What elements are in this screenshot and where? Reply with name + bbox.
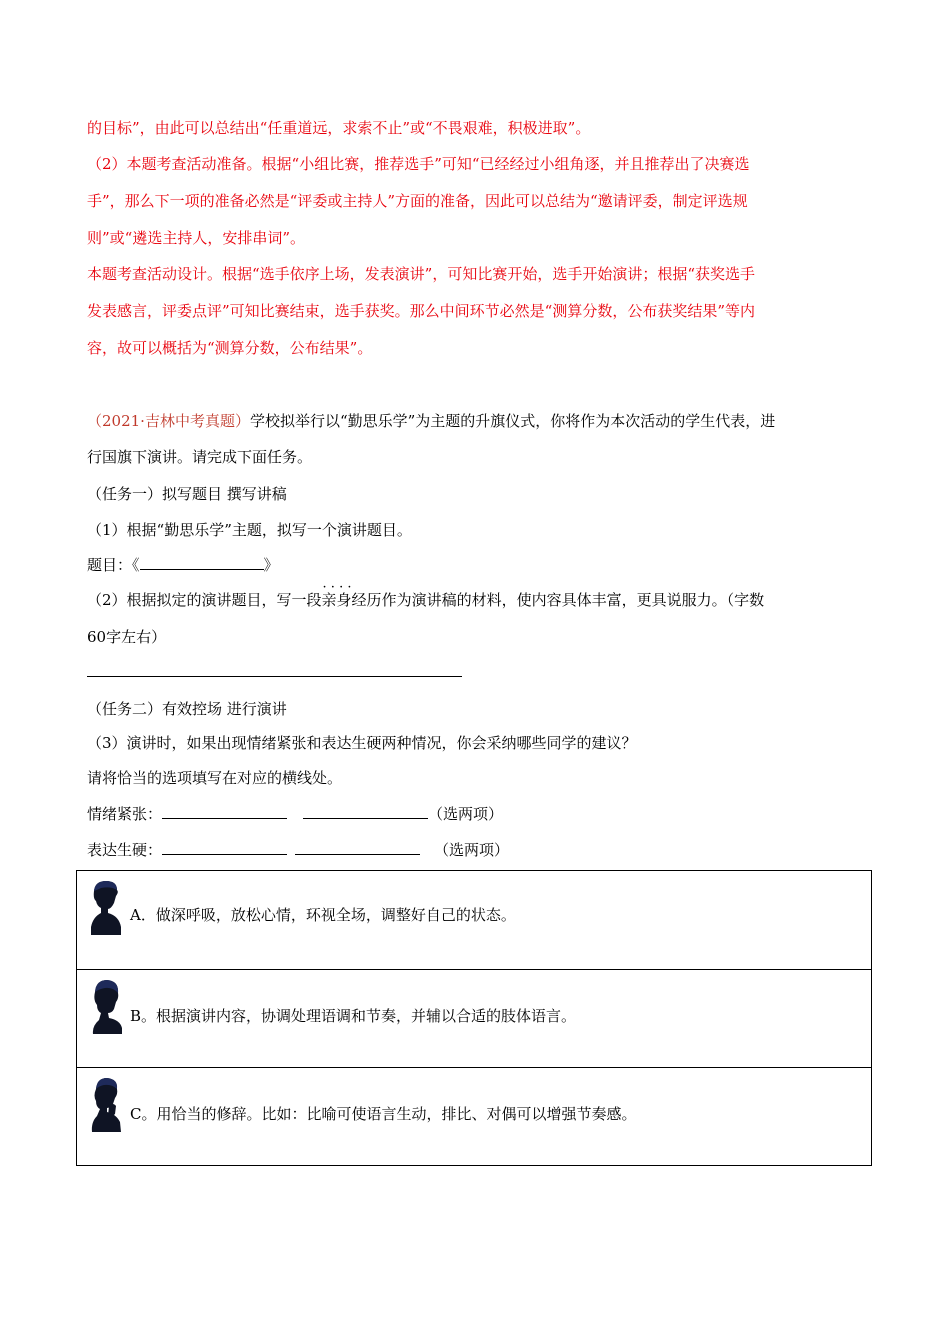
options-table: [76, 870, 872, 1166]
title-close: 》: [263, 556, 279, 574]
answer-line-5: 本题考查活动设计。根据“选手依序上场，发表演讲”，可知比赛开始，选手开始演讲；根据“获奖选手: [87, 265, 756, 283]
answer-line-7: 容，故可以概括为“测算分数，公布结果”。: [87, 339, 373, 357]
question-intro-line-1: [87, 411, 863, 431]
question-intro-line-2: 行国旗下演讲。请完成下面任务。: [87, 448, 313, 466]
answer-line-6: 发表感言，评委点评”可知比赛结束，选手获奖。那么中间环节必然是“测算分数，公布获奖结果”等内: [87, 302, 756, 320]
nervous-label: 情绪紧张：: [87, 805, 163, 823]
option-row-c: [77, 1067, 871, 1165]
task2-title: （任务二）有效控场 进行演讲: [87, 700, 287, 718]
title-answer-row: [87, 554, 863, 575]
title-label: 题目：《: [87, 556, 140, 574]
question-2-after: 作为演讲稿的材料，使内容具体丰富，更具说服力。（字数: [381, 591, 765, 609]
question-2-emphasis: · · · · 亲身经历: [322, 590, 382, 610]
question-2-line-2: 60字左右）: [87, 628, 167, 646]
stiff-blank-1[interactable]: [162, 839, 287, 855]
option-row-a: [77, 871, 871, 969]
option-c-text: C。用恰当的修辞。比如：比喻可使语言生动，排比、对偶可以增强节奏感。: [130, 1105, 637, 1123]
answer-line-4: 则”或“遴选主持人，安排串词”。: [87, 229, 306, 247]
question-2: [87, 590, 863, 610]
question-intro: 学校拟举行以“勤思乐学”为主题的升旗仪式，你将作为本次活动的学生代表，进: [249, 412, 776, 430]
nervous-row: [87, 803, 863, 824]
stiff-row: [87, 839, 863, 860]
nervous-blank-1[interactable]: [162, 803, 287, 819]
answer-line-1: 的目标”，由此可以总结出“任重道远，求索不止”或“不畏艰难，积极进取”。: [87, 119, 591, 137]
answer-line-2: （2）本题考查活动准备。根据“小组比赛，推荐选手”可知“已经经过小组角逐，并且推荐出了决赛选: [87, 155, 750, 173]
stiff-label: 表达生硬：: [87, 841, 163, 859]
title-blank[interactable]: [140, 554, 264, 570]
nervous-blank-2[interactable]: [303, 803, 428, 819]
silhouette-girl-icon: [89, 978, 123, 1034]
option-a-text: A．做深呼吸，放松心情，环视全场，调整好自己的状态。: [130, 906, 516, 924]
nervous-choose-two: （选两项）: [428, 805, 504, 823]
option-b-text: B。根据演讲内容，协调处理语调和节奏，并辅以合适的肢体语言。: [130, 1007, 577, 1025]
silhouette-boy-icon: [89, 879, 123, 935]
question-1: （1）根据“勤思乐学”主题，拟写一个演讲题目。: [87, 521, 412, 539]
stiff-choose-two: （选两项）: [434, 841, 510, 859]
question-2-before: （2）根据拟定的演讲题目，写一段: [87, 591, 322, 609]
question-3: （3）演讲时，如果出现情绪紧张和表达生硬两种情况，你会采纳哪些同学的建议？: [87, 734, 637, 752]
question-3-instruction: 请将恰当的选项填写在对应的横线处。: [87, 769, 343, 787]
silhouette-thinking-icon: [89, 1076, 123, 1132]
answer-line-3: 手”，那么下一项的准备必然是“评委或主持人”方面的准备，因此可以总结为“邀请评委，制定评选规: [87, 192, 748, 210]
stiff-blank-2[interactable]: [295, 839, 420, 855]
question-source: （2021·吉林中考真题）: [87, 412, 250, 430]
answer-writing-line[interactable]: [87, 676, 462, 677]
option-row-b: [77, 969, 871, 1067]
task1-title: （任务一）拟写题目 撰写讲稿: [87, 485, 287, 503]
